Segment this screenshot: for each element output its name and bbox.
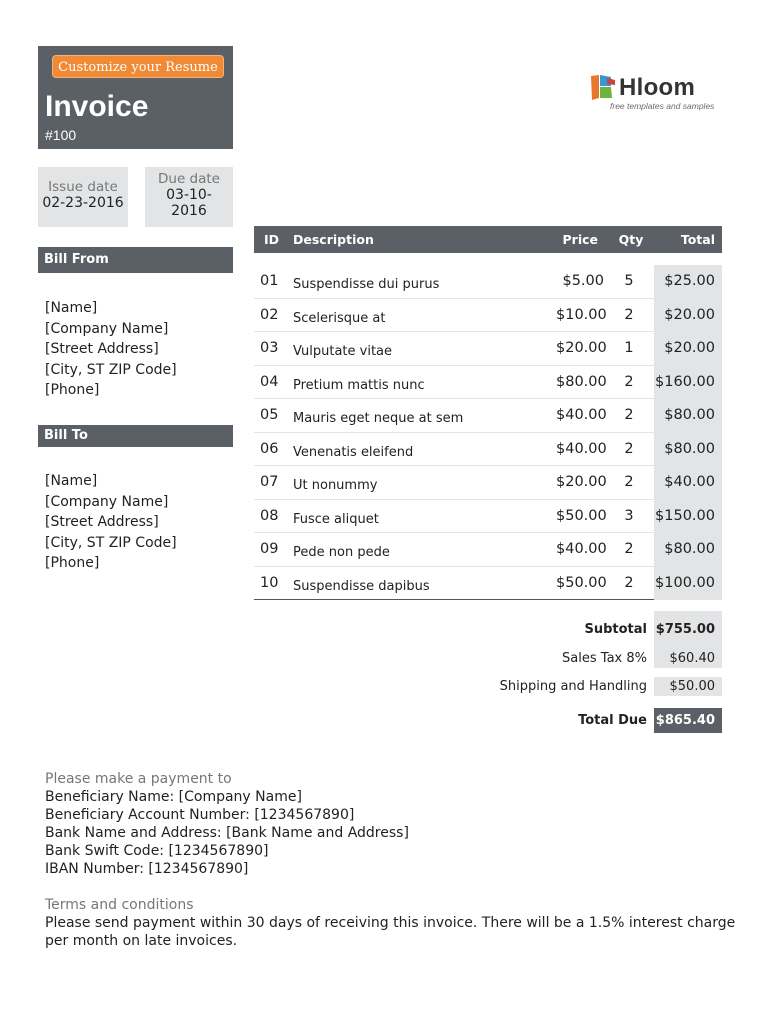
due-date-box bbox=[145, 167, 233, 227]
subtotal-value: $755.00 bbox=[654, 611, 722, 649]
issue-date-box bbox=[38, 167, 128, 227]
bill-to-heading: Bill To bbox=[38, 425, 233, 447]
item-description: Mauris eget neque at sem bbox=[293, 411, 464, 426]
bill-to-address bbox=[45, 471, 177, 574]
table-row bbox=[254, 433, 722, 467]
bill-from-heading: Bill From bbox=[38, 247, 233, 273]
table-row bbox=[254, 500, 722, 534]
item-qty: 2 bbox=[624, 574, 634, 591]
bill-from-address bbox=[45, 298, 177, 401]
item-price: $40.00 bbox=[556, 407, 607, 423]
item-price: $5.00 bbox=[562, 273, 604, 289]
total-due-value: $865.40 bbox=[654, 708, 722, 733]
item-price: $80.00 bbox=[556, 373, 607, 390]
col-id-header: ID bbox=[264, 232, 280, 247]
item-total: $150.00 bbox=[654, 500, 722, 533]
bill-from-street: [Street Address] bbox=[45, 341, 159, 358]
tax-label: Sales Tax 8% bbox=[562, 651, 647, 666]
total-due-row bbox=[400, 708, 722, 733]
bill-to-phone: [Phone] bbox=[45, 555, 100, 572]
items-table bbox=[254, 265, 722, 600]
item-price: $10.00 bbox=[556, 306, 607, 323]
col-total-header: Total bbox=[680, 232, 715, 247]
table-row bbox=[254, 332, 722, 366]
payment-section bbox=[45, 770, 409, 878]
payment-line: Beneficiary Account Number: [1234567890] bbox=[45, 807, 355, 823]
shipping-label: Shipping and Handling bbox=[499, 679, 647, 694]
item-total: $25.00 bbox=[654, 265, 722, 298]
item-qty: 2 bbox=[624, 440, 634, 457]
payment-line: Bank Name and Address: [Bank Name and Address] bbox=[45, 825, 409, 841]
invoice-title: Invoice bbox=[45, 90, 149, 123]
item-total: $80.00 bbox=[654, 533, 722, 566]
item-qty: 2 bbox=[624, 541, 634, 557]
col-qty-header: Qty bbox=[618, 232, 644, 247]
terms-section bbox=[45, 896, 735, 950]
item-qty: 2 bbox=[624, 474, 634, 490]
col-price-header: Price bbox=[562, 232, 598, 247]
items-table-header bbox=[254, 226, 722, 253]
table-row bbox=[254, 299, 722, 333]
item-description: Scelerisque at bbox=[293, 310, 386, 326]
table-row bbox=[254, 265, 722, 299]
due-date-value-line2: 2016 bbox=[171, 203, 207, 219]
terms-line: Please send payment within 30 days of receiving this invoice. There will be a 1.5% interest charge bbox=[45, 915, 736, 931]
bill-to-company: [Company Name] bbox=[45, 493, 169, 510]
item-id: 08 bbox=[260, 507, 279, 524]
invoice-header-box bbox=[38, 46, 233, 149]
hloom-logo[interactable] bbox=[589, 72, 729, 116]
issue-date-label: Issue date bbox=[48, 179, 118, 195]
table-row bbox=[254, 466, 722, 500]
item-description: Pede non pede bbox=[293, 545, 390, 560]
bill-to-name: [Name] bbox=[45, 473, 98, 489]
table-row bbox=[254, 567, 722, 601]
subtotal-label: Subtotal bbox=[584, 622, 647, 637]
issue-date-value: 02-23-2016 bbox=[42, 195, 124, 211]
table-row bbox=[254, 399, 722, 433]
bill-from-name: [Name] bbox=[45, 300, 98, 316]
item-description: Venenatis eleifend bbox=[293, 444, 414, 460]
subtotal-row bbox=[400, 611, 722, 649]
item-description: Ut nonummy bbox=[293, 478, 378, 493]
item-id: 04 bbox=[260, 373, 279, 390]
bill-from-phone: [Phone] bbox=[45, 382, 100, 399]
table-row bbox=[254, 366, 722, 400]
invoice-number: #100 bbox=[45, 127, 77, 143]
total-due-label: Total Due bbox=[578, 713, 647, 728]
item-id: 05 bbox=[260, 407, 279, 423]
item-total: $100.00 bbox=[654, 567, 722, 600]
item-id: 01 bbox=[260, 273, 279, 289]
tax-row bbox=[400, 649, 722, 668]
item-description: Suspendisse dapibus bbox=[293, 578, 430, 594]
item-qty: 2 bbox=[624, 373, 634, 390]
item-description: Fusce aliquet bbox=[293, 511, 379, 527]
payment-heading: Please make a payment to bbox=[45, 771, 232, 787]
logo-mark-icon bbox=[589, 72, 619, 102]
logo-name: Hloom bbox=[619, 74, 696, 101]
item-price: $40.00 bbox=[556, 440, 607, 457]
shipping-value: $50.00 bbox=[654, 677, 722, 696]
item-price: $20.00 bbox=[556, 340, 607, 356]
terms-heading: Terms and conditions bbox=[45, 897, 194, 913]
item-id: 10 bbox=[260, 574, 279, 591]
item-price: $50.00 bbox=[556, 574, 607, 591]
item-id: 02 bbox=[260, 306, 279, 323]
bill-from-city: [City, ST ZIP Code] bbox=[45, 361, 177, 378]
payment-line: Bank Swift Code: [1234567890] bbox=[45, 843, 269, 859]
item-price: $50.00 bbox=[556, 507, 607, 524]
item-description: Pretium mattis nunc bbox=[293, 377, 425, 393]
item-qty: 2 bbox=[624, 306, 634, 323]
shipping-row bbox=[400, 677, 722, 696]
col-description-header: Description bbox=[293, 232, 374, 247]
item-total: $80.00 bbox=[654, 433, 722, 466]
item-total: $20.00 bbox=[654, 332, 722, 365]
payment-line: Beneficiary Name: [Company Name] bbox=[45, 789, 302, 805]
item-id: 07 bbox=[260, 474, 279, 490]
item-qty: 1 bbox=[624, 340, 634, 356]
tax-value: $60.40 bbox=[654, 649, 722, 668]
item-id: 09 bbox=[260, 541, 279, 557]
table-row bbox=[254, 533, 722, 567]
item-price: $40.00 bbox=[556, 541, 607, 557]
terms-line: per month on late invoices. bbox=[45, 933, 238, 949]
bill-from-company: [Company Name] bbox=[45, 320, 169, 337]
item-total: $20.00 bbox=[654, 299, 722, 332]
item-total: $160.00 bbox=[654, 366, 722, 399]
item-description: Suspendisse dui purus bbox=[293, 277, 440, 292]
item-id: 06 bbox=[260, 440, 279, 457]
due-date-label: Due date bbox=[158, 171, 220, 187]
item-total: $80.00 bbox=[654, 399, 722, 432]
bill-to-city: [City, ST ZIP Code] bbox=[45, 534, 177, 551]
item-qty: 5 bbox=[624, 273, 634, 289]
logo-tagline: free templates and samples bbox=[610, 101, 715, 111]
item-id: 03 bbox=[260, 340, 279, 356]
item-description: Vulputate vitae bbox=[293, 344, 393, 359]
due-date-value-line1: 03-10- bbox=[166, 187, 212, 203]
item-qty: 2 bbox=[624, 407, 634, 423]
item-price: $20.00 bbox=[556, 474, 607, 490]
payment-line: IBAN Number: [1234567890] bbox=[45, 861, 249, 877]
item-total: $40.00 bbox=[654, 466, 722, 499]
bill-to-street: [Street Address] bbox=[45, 514, 159, 531]
item-qty: 3 bbox=[624, 507, 634, 524]
customize-resume-button[interactable]: Customize your Resume bbox=[52, 55, 224, 78]
